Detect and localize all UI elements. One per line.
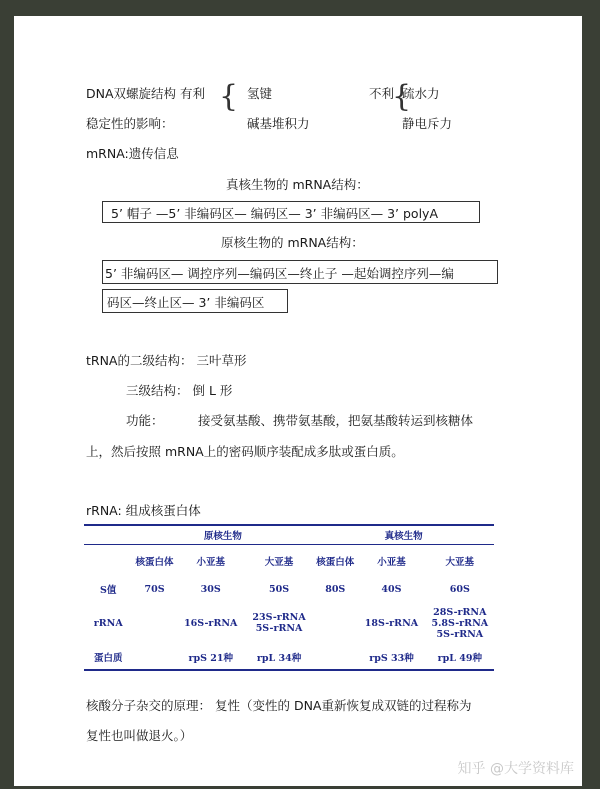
euk-s-ribosome: 80S	[325, 583, 346, 595]
euk-mrna-title: 真核生物的 mRNA结构：	[226, 177, 369, 192]
pro-rrna-small: 16S-rRNA	[184, 617, 238, 629]
table-header-row	[84, 545, 494, 578]
euk-s-small: 40S	[381, 583, 402, 595]
euk-s-large: 60S	[449, 583, 470, 595]
euk-rrna-large-1: 28S-rRNA	[433, 606, 487, 618]
row-label-rrna: rRNA	[93, 617, 123, 629]
pro-rrna-large-2: 5S-rRNA	[255, 623, 303, 634]
favorable-factor-1: 氢键	[247, 86, 273, 101]
pro-mrna-title: 原核生物的 mRNA结构：	[221, 235, 364, 250]
euk-rrna-small: 18S-rRNA	[364, 617, 419, 629]
pro-protein-small: rpS 21种	[188, 653, 233, 664]
dna-line1: DNA双螺旋结构 有利	[86, 86, 206, 101]
trna-function-label: 功能：	[126, 413, 164, 428]
euk-mrna-structure: 5’ 帽子 —5’ 非编码区— 编码区— 3’ 非编码区— 3’ polyA	[111, 206, 438, 221]
row-label-s: S值	[100, 585, 117, 596]
unfavorable-factor-1: 疏水力	[402, 86, 440, 101]
favorable-factor-2: 碱基堆积力	[247, 116, 310, 131]
pro-mrna-box-1	[102, 260, 498, 284]
euk-rrna-large-3: 5S-rRNA	[436, 628, 484, 640]
table-row-protein	[84, 645, 494, 670]
dna-line2: 稳定性的影响：	[86, 116, 174, 131]
euk-rrna-large-2: 5.8S-rRNA	[431, 617, 489, 629]
pro-s-small: 30S	[200, 583, 221, 595]
euk-protein-large: rpL 49种	[437, 653, 482, 664]
hybrid-line2: 复性也叫做退火。）	[86, 728, 193, 743]
unfavorable-factor-2: 静电斥力	[402, 116, 453, 131]
pro-mrna-structure-1: 5’ 非编码区— 调控序列—编码区—终止子 —起始调控序列—编	[105, 266, 454, 281]
mrna-title: mRNA:遗传信息	[86, 146, 179, 161]
euk-col-ribosome: 核蛋白体	[316, 557, 355, 568]
group-eukaryote: 真核生物	[313, 525, 494, 545]
pro-s-ribosome: 70S	[144, 583, 165, 595]
hybrid-line1: 核酸分子杂交的原理： 复性（变性的 DNA重新恢复成双链的过程称为	[86, 698, 472, 713]
euk-rrna-large	[426, 601, 494, 645]
rrna-title: rRNA: 组成核蛋白体	[86, 503, 201, 518]
pro-s-large: 50S	[269, 583, 290, 595]
euk-col-small: 小亚基	[377, 557, 406, 568]
pro-col-large: 大亚基	[264, 557, 294, 568]
pro-col-small: 小亚基	[196, 557, 225, 568]
euk-protein-small: rpS 33种	[369, 653, 414, 664]
pro-mrna-structure-2: 码区—终止区— 3’ 非编码区	[107, 295, 265, 310]
left-brace: {	[219, 79, 239, 114]
row-label-protein: 蛋白质	[93, 653, 123, 664]
table-row-s	[84, 577, 494, 601]
group-prokaryote: 原核生物	[132, 525, 313, 545]
trna-function-text: 接受氨基酸、携带氨基酸，把氨基酸转运到核糖体	[198, 413, 474, 428]
document-page	[14, 16, 582, 786]
table-group-row	[84, 525, 494, 545]
trna-tertiary: 三级结构： 倒 L 形	[126, 383, 233, 398]
ribosome-table	[84, 524, 494, 671]
pro-rrna-large	[245, 601, 313, 645]
euk-mrna-box	[102, 201, 480, 223]
table-row-rrna	[84, 601, 494, 645]
unfavorable-label: 不利	[369, 86, 395, 101]
pro-mrna-box-2	[102, 289, 288, 313]
trna-function-text-2: 上，然后按照 mRNA上的密码顺序装配成多肽或蛋白质。	[86, 444, 404, 459]
euk-col-large: 大亚基	[445, 557, 475, 568]
pro-rrna-large-1: 23S-rRNA	[252, 612, 306, 623]
right-brace: {	[392, 79, 412, 114]
pro-protein-large: rpL 34种	[256, 653, 302, 664]
watermark: 知乎 @大学资料库	[457, 761, 574, 777]
trna-secondary: tRNA的二级结构： 三叶草形	[86, 353, 247, 368]
pro-col-ribosome: 核蛋白体	[135, 557, 174, 568]
